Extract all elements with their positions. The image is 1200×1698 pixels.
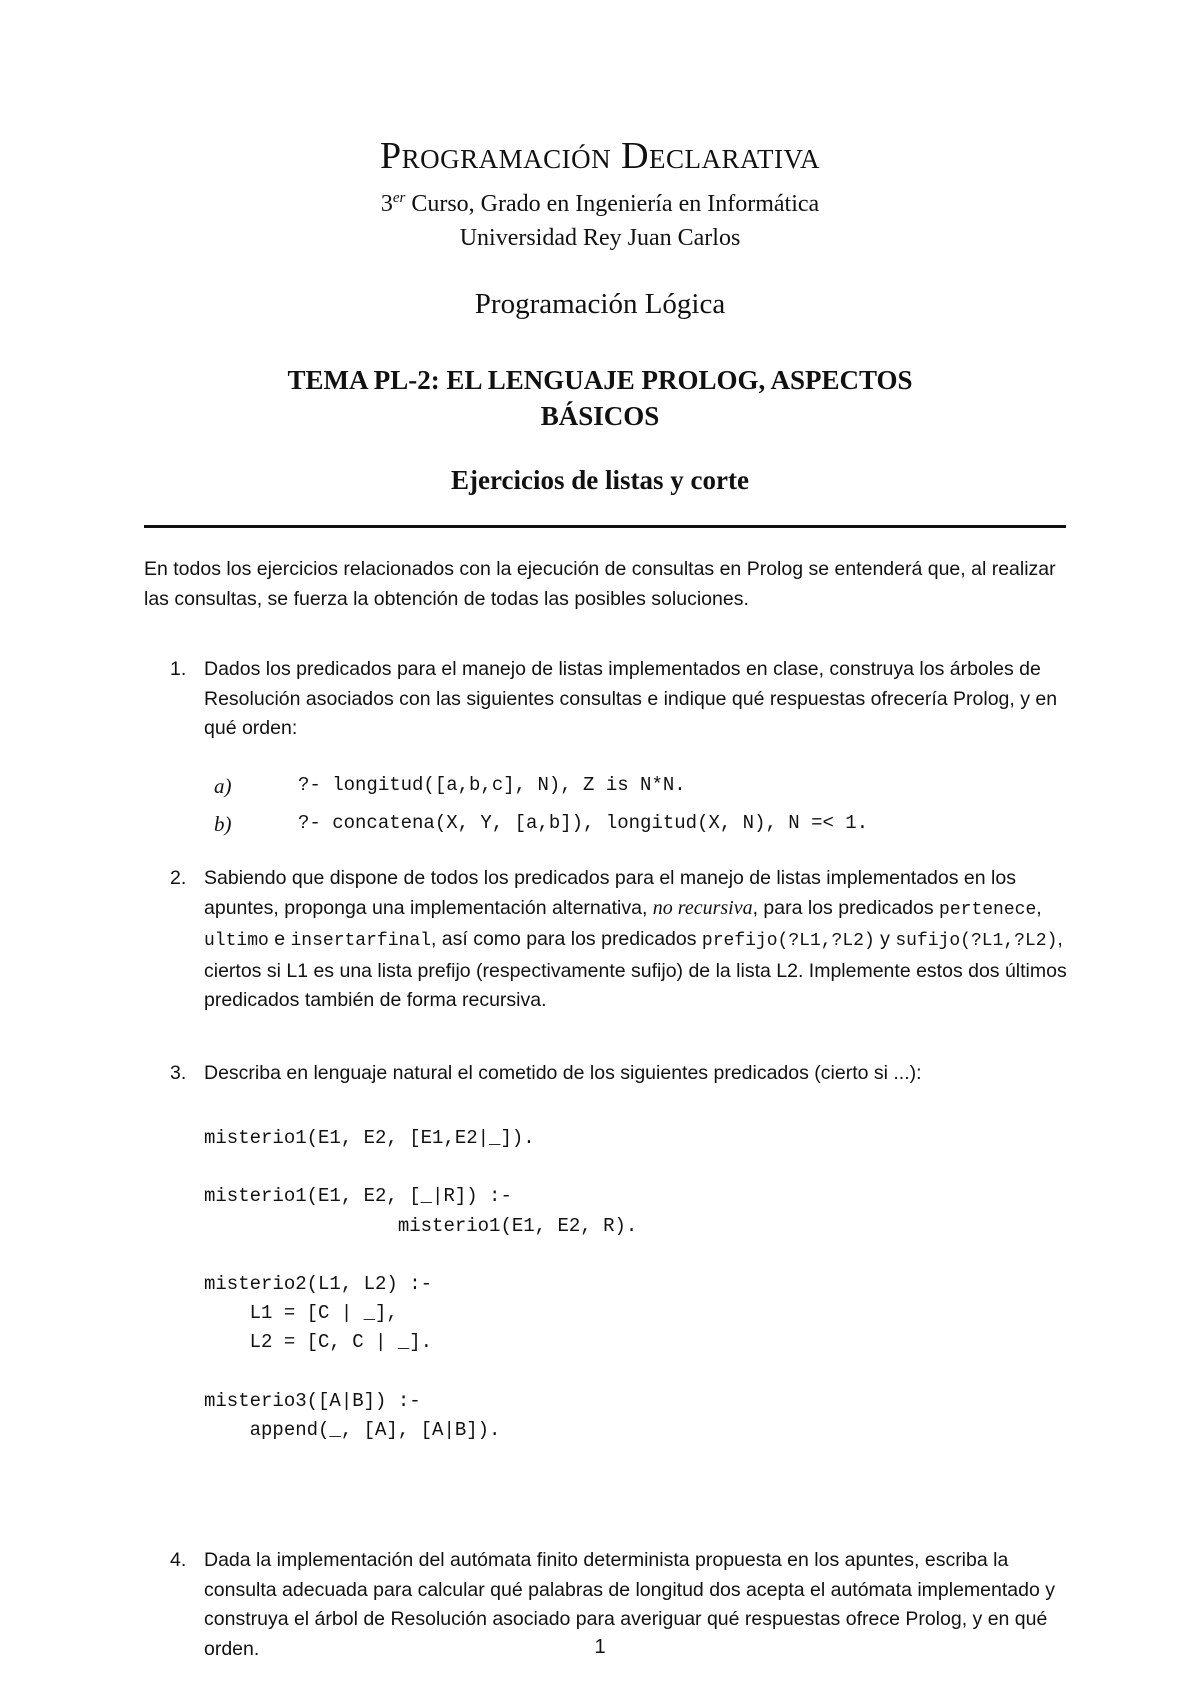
exercise-text: Describa en lenguaje natural el cometido de los siguientes predicados (cierto si ...): [204,1062,922,1084]
prolog-query: ?- concatena(X, Y, [a,b]), longitud(X, N), N =< 1. [298,812,869,834]
tema-heading [0,362,1200,434]
exercise-number: 3. [170,1062,187,1084]
course-ordinal-suffix: er [392,190,406,206]
predicate-name: pertenece [939,899,1037,920]
predicate-name: sufijo(?L1,?L2) [895,931,1058,951]
text-run: y [874,928,896,950]
subitem-label: b) [214,812,232,836]
text-run: , así como para los predicados [430,928,702,950]
exercise-text [204,864,1070,1016]
intro-paragraph: En todos los ejercicios relacionados con la ejecución de consultas en Prolog se entenderá que, al realizar las consultas, se fuerza la obtención de todas las posibles soluciones. [144,558,1056,610]
text-run: , ciertos si L1 es una lista prefijo (respectivamente sufijo) de la lista L2. Implemente estos dos últimos predicados también de forma recursiva. [204,928,1067,1011]
course-ordinal: 3 [380,191,393,217]
course-title: Programación Declarativa [379,135,821,177]
predicate-name: prefijo(?L1,?L2) [701,931,875,951]
emphasis-text: no recursiva [652,896,753,919]
exercise-number: 4. [170,1549,187,1571]
text-run: Sabiendo que dispone de todos los predicados para el manejo de listas implementados en los apuntes, proponga una implementación alternativa, [204,867,1016,919]
course-description: Curso, Grado en Ingeniería en Informática [405,191,820,217]
course-line [0,190,1200,218]
section-title: Ejercicios de listas y corte [451,465,749,495]
predicate-name: insertarfinal [290,931,431,951]
exercise-number: 1. [170,658,187,680]
tema-heading-line1: TEMA PL-2: EL LENGUAJE PROLOG, ASPECTOS [287,365,913,395]
text-run: e [268,928,291,950]
text-run: , [1036,896,1042,919]
subitem-label: a) [214,774,232,798]
text-run: , para los predicados [752,896,940,919]
exercise-text: Dada la implementación del autómata finito determinista propuesta en los apuntes, escriba la consulta adecuada para calcular qué palabras de longitud dos acepta el autómata implementado y construya el árbol de Resolución asociado para averiguar qué respuestas ofrece Prolog, y en qué orden. [204,1549,1055,1660]
tema-heading-line2: BÁSICOS [540,401,660,431]
prolog-query: ?- longitud([a,b,c], N), Z is N*N. [298,774,686,796]
predicate-name: ultimo [204,931,269,951]
subject-title: Programación Lógica [474,288,726,320]
horizontal-rule [144,525,1066,528]
page-number: 1 [594,1636,606,1658]
exercise-number: 2. [170,867,187,889]
exercise-text: Dados los predicados para el manejo de listas implementados en clase, construya los árboles de Resolución asociados con las siguientes consultas e indique qué respuestas ofrecería Prolog, y en qué orden: [204,658,1058,739]
university-name: Universidad Rey Juan Carlos [459,225,741,251]
prolog-code-block: misterio1(E1, E2, [E1,E2|_]). misterio1(E1, E2, [_|R]) :- misterio1(E1, E2, R). misterio2(L1, L2) :- L1 = [C | _], L2 = [C, C | _]. misterio3([A|B]) :- append(_, [A], [A|B]). [204,1127,638,1442]
